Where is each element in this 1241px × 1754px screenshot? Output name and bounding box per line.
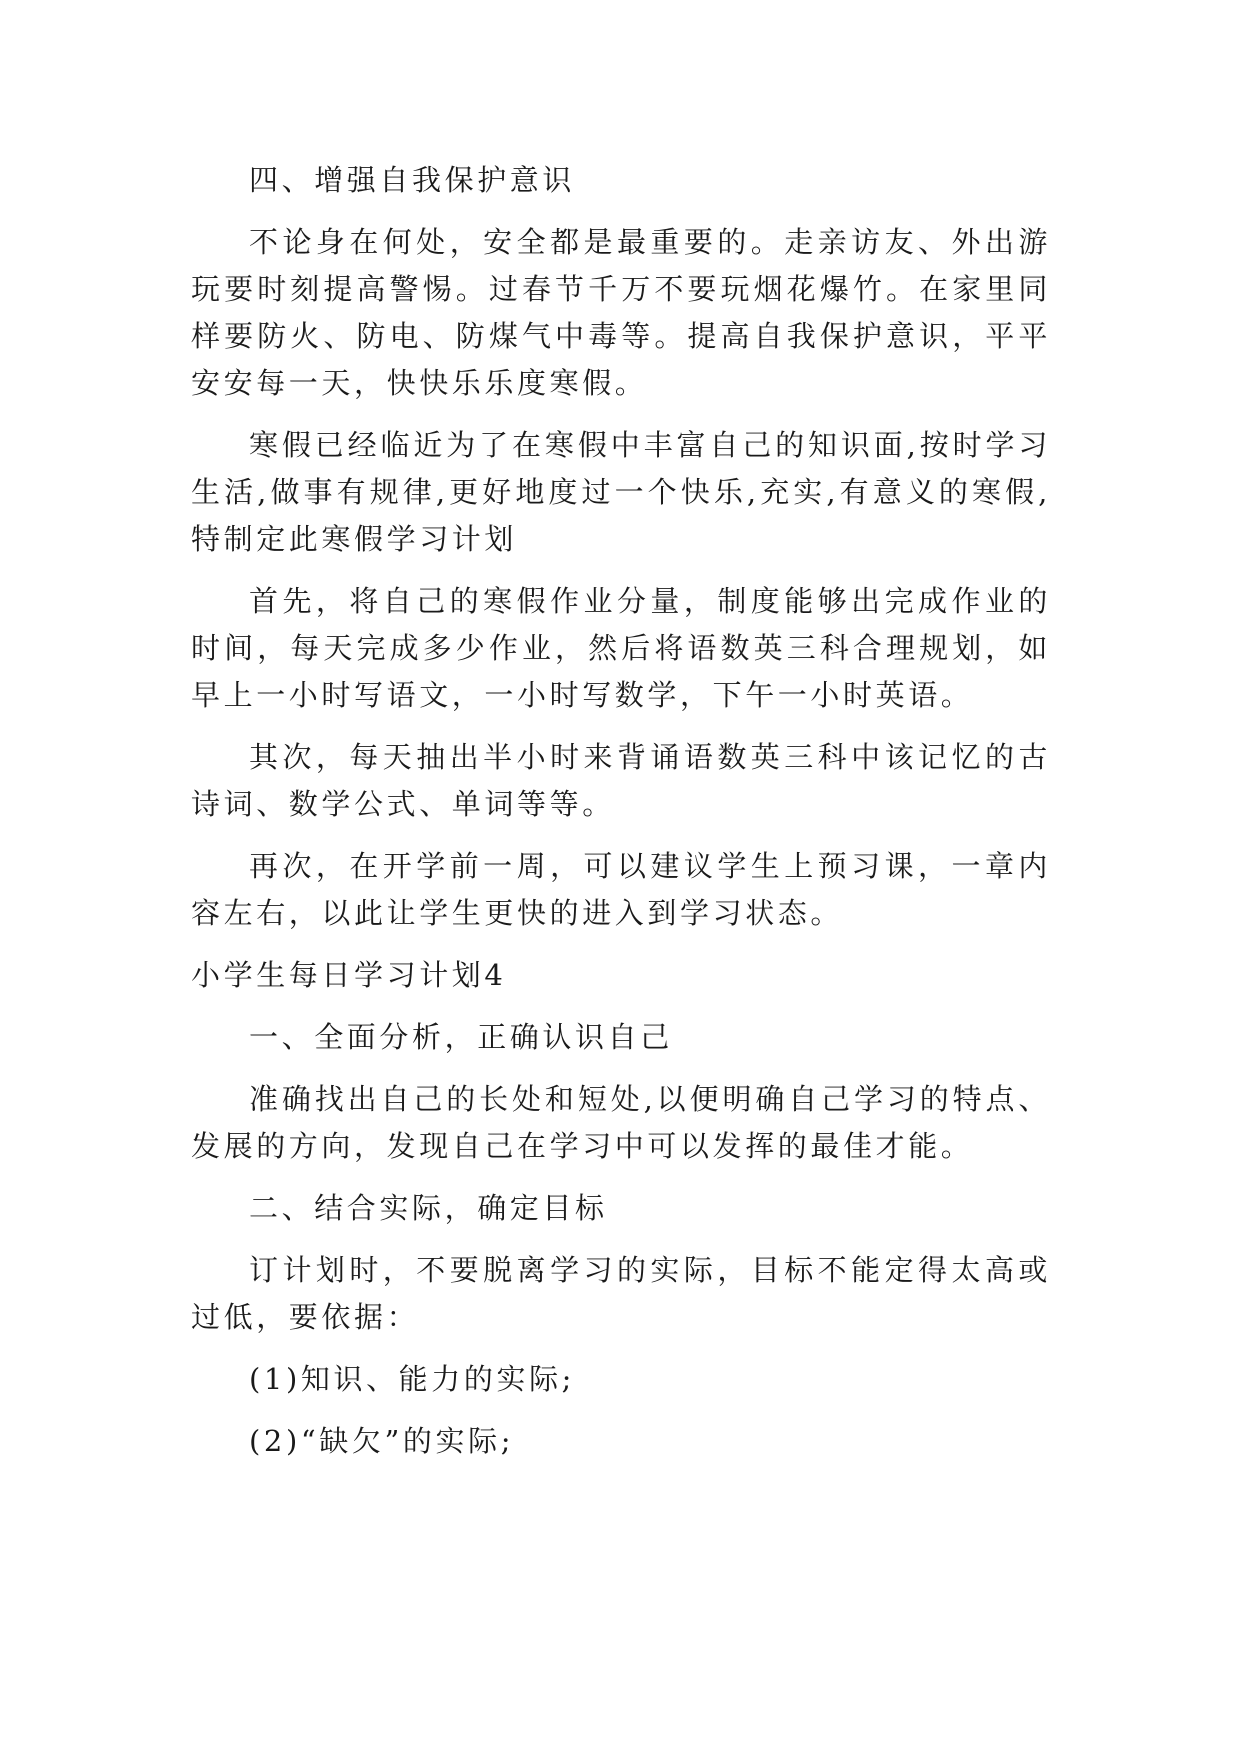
paragraph-third: 再次，在开学前一周，可以建议学生上预习课，一章内容左右，以此让学生更快的进入到学习状态。 (191, 849, 1051, 930)
list-item-deficiency: (2)“缺欠”的实际; (249, 1424, 515, 1458)
article-title-plan-4: 小学生每日学习计划4 (191, 958, 507, 992)
document-body (191, 157, 1051, 1465)
section-heading-goals: 二、结合实际，确定目标 (249, 1191, 608, 1225)
paragraph-second: 其次，每天抽出半小时来背诵语数英三科中该记忆的古诗词、数学公式、单词等等。 (191, 740, 1051, 821)
paragraph-first: 首先，将自己的寒假作业分量，制度能够出完成作业的时间，每天完成多少作业，然后将语数英三科合理规划，如早上一小时写语文，一小时写数学，下午一小时英语。 (191, 584, 1051, 712)
paragraph-winter-plan-intro: 寒假已经临近为了在寒假中丰富自己的知识面,按时学习生活,做事有规律,更好地度过一个快乐,充实,有意义的寒假,特制定此寒假学习计划 (191, 428, 1051, 556)
section-heading-self-protection: 四、增强自我保护意识 (249, 163, 576, 197)
paragraph-safety: 不论身在何处，安全都是最重要的。走亲访友、外出游玩要时刻提高警惕。过春节千万不要玩烟花爆竹。在家里同样要防火、防电、防煤气中毒等。提高自我保护意识，平平安安每一天，快快乐乐度寒假。 (191, 225, 1051, 400)
paragraph-plan-basis: 订计划时，不要脱离学习的实际，目标不能定得太高或过低，要依据： (191, 1253, 1051, 1334)
section-heading-analysis: 一、全面分析，正确认识自己 (249, 1020, 673, 1054)
paragraph-strengths: 准确找出自己的长处和短处,以便明确自己学习的特点、发展的方向，发现自己在学习中可以发挥的最佳才能。 (191, 1082, 1051, 1163)
list-item-knowledge: (1)知识、能力的实际; (249, 1362, 576, 1396)
